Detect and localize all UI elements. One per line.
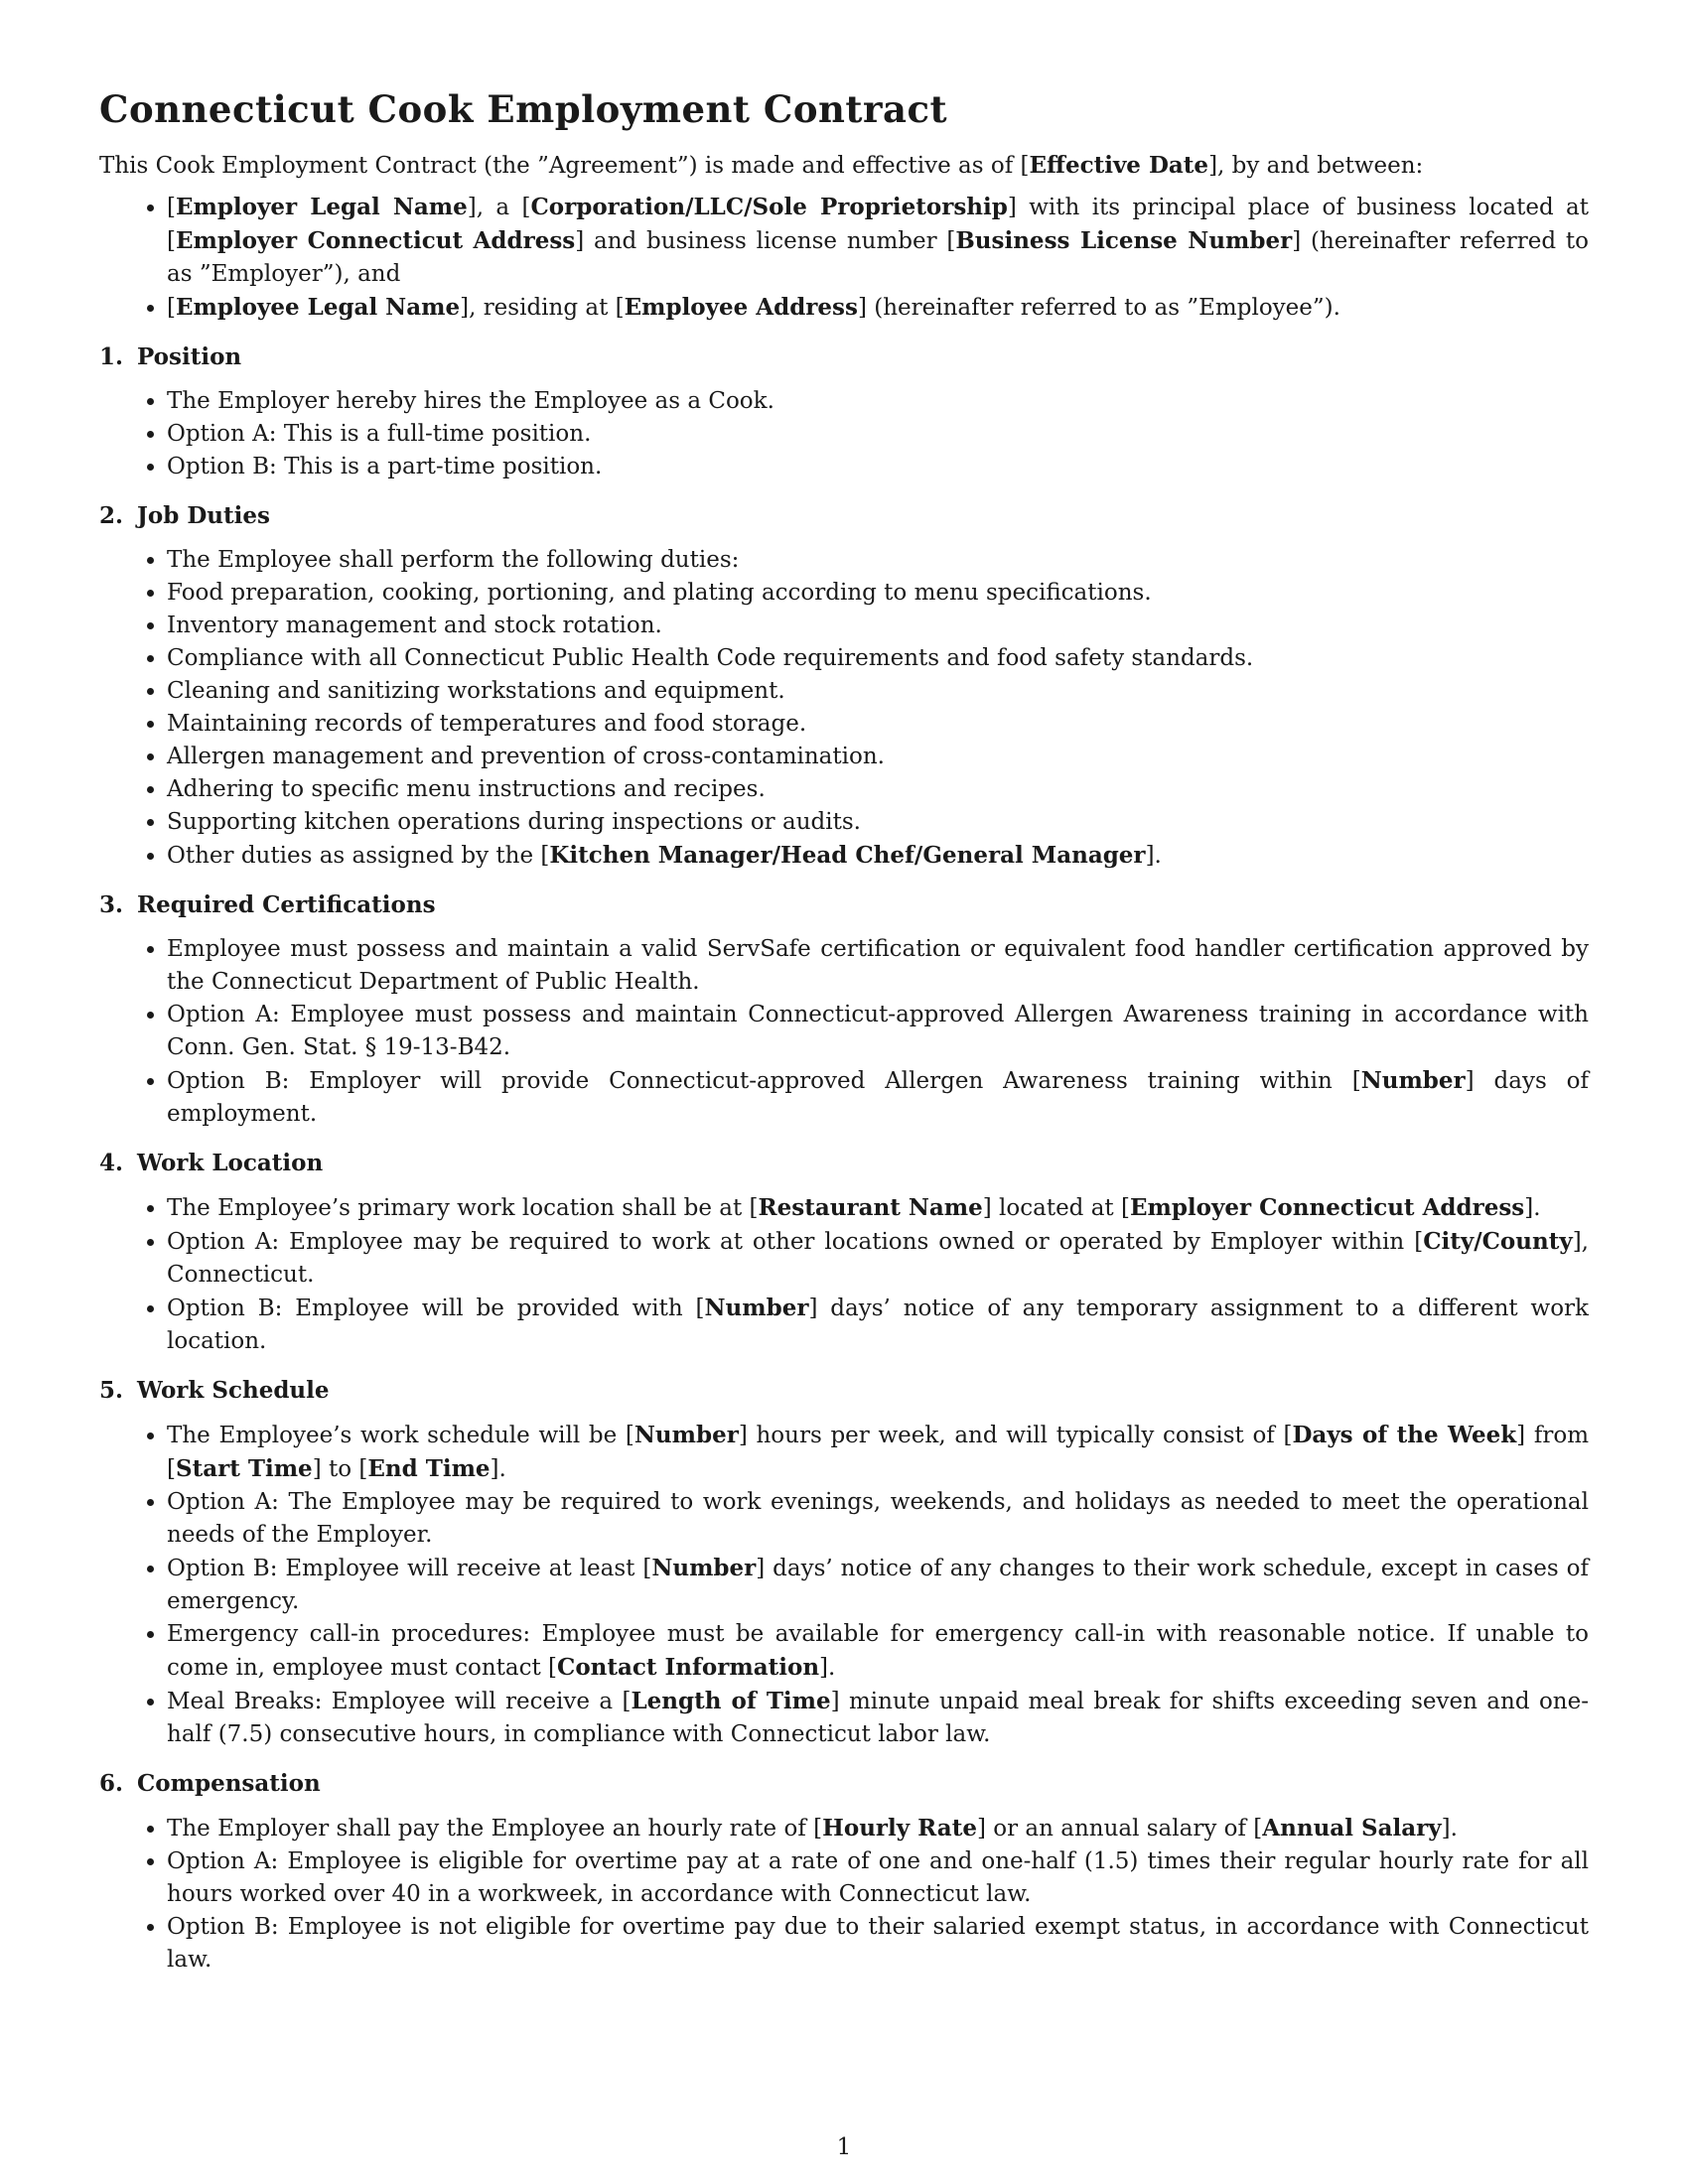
- list-item: • Option B: This is a part-time position.: [167, 451, 1589, 483]
- item-text: ] or an annual salary of [: [976, 1816, 1263, 1842]
- document-title: Connecticut Cook Employment Contract: [99, 87, 948, 131]
- party-text: ] (hereinafter referred to as ”Employer”), and: [167, 228, 1589, 287]
- item-text: Option B: Employee will be provided with [: [167, 1296, 705, 1321]
- item-text: ].: [1524, 1195, 1541, 1221]
- placeholder-number: Number: [1360, 1067, 1466, 1094]
- item-text: The Employer shall pay the Employee an hourly rate of [: [167, 1816, 823, 1842]
- section-list: [99, 544, 1589, 873]
- section-list: [99, 1191, 1589, 1358]
- section-heading: [99, 499, 1589, 532]
- list-item: • Option B: Employee is not eligible for overtime pay due to their salaried exempt status, in accordance with Connecticut law.: [167, 1911, 1589, 1977]
- page-number: 1: [836, 2134, 852, 2160]
- placeholder-employer-address: Employer Connecticut Address: [1129, 1194, 1525, 1221]
- section-heading: [99, 341, 1589, 373]
- list-item: • Option A: Employee is eligible for overtime pay at a rate of one and one-half (1.5) times their regular hourly rate for all hours worked over 40 in a workweek, in accordance with Connecticut law.: [167, 1845, 1589, 1911]
- document-page: [99, 87, 1589, 1977]
- placeholder-employee-address: Employee Address: [624, 294, 858, 321]
- section-number: 2.: [99, 502, 124, 529]
- section-heading: [99, 888, 1589, 921]
- section-work-schedule: [99, 1374, 1589, 1751]
- item-text: ] to [: [312, 1456, 368, 1482]
- item-text: ].: [490, 1456, 506, 1482]
- intro-text: This Cook Employment Contract (the ”Agreement”) is made and effective as of [: [99, 153, 1030, 179]
- section-heading: [99, 1767, 1589, 1800]
- party-text: ] and business license number [: [575, 228, 956, 254]
- list-item: [167, 1292, 1589, 1358]
- item-text: ] hours per week, and will typically consist of [: [738, 1423, 1293, 1448]
- placeholder-start-time: Start Time: [175, 1455, 313, 1482]
- section-heading: [99, 1147, 1589, 1179]
- list-item: [167, 1419, 1589, 1486]
- party-text: ] with its principal place of business located at [: [167, 195, 1590, 254]
- placeholder-days-of-week: Days of the Week: [1292, 1422, 1517, 1448]
- placeholder-end-time: End Time: [367, 1455, 491, 1482]
- item-text: ] days’ notice of any temporary assignment to a different work location.: [167, 1296, 1589, 1354]
- list-item: [167, 1191, 1589, 1225]
- item-text: Other duties as assigned by the [: [167, 843, 550, 869]
- party-text: [: [167, 295, 176, 321]
- item-text: The Employee’s work schedule will be [: [167, 1423, 634, 1448]
- section-compensation: [99, 1767, 1589, 1977]
- placeholder-restaurant-name: Restaurant Name: [758, 1194, 983, 1221]
- item-text: The Employee’s primary work location shall be at [: [167, 1195, 759, 1221]
- placeholder-contact-information: Contact Information: [557, 1654, 820, 1681]
- section-title: Position: [137, 343, 242, 370]
- item-text: ] days of employment.: [167, 1068, 1589, 1127]
- section-position: [99, 341, 1589, 483]
- list-item: • Compliance with all Connecticut Public Health Code requirements and food safety standards.: [167, 642, 1589, 675]
- item-text: Option B: Employee will receive at least [: [167, 1556, 652, 1581]
- section-list: [99, 1812, 1589, 1977]
- placeholder-employer-legal-name: Employer Legal Name: [175, 194, 468, 220]
- list-item: • Option A: Employee must possess and maintain Connecticut-approved Allergen Awareness training in accordance with Conn. Gen. Stat. § 19-13-B42.: [167, 999, 1589, 1064]
- list-item: [167, 1618, 1589, 1685]
- item-text: Option A: Employee may be required to work at other locations owned or operated by Employer within [: [167, 1229, 1424, 1255]
- party-employer: [167, 191, 1589, 291]
- placeholder-hourly-rate: Hourly Rate: [822, 1815, 977, 1842]
- section-heading: [99, 1374, 1589, 1407]
- section-job-duties: [99, 499, 1589, 873]
- list-item: • Allergen management and prevention of cross-contamination.: [167, 741, 1589, 773]
- party-text: ], a [: [467, 195, 531, 220]
- list-item: • The Employee shall perform the following duties:: [167, 544, 1589, 577]
- placeholder-effective-date: Effective Date: [1029, 152, 1209, 179]
- party-employee: [167, 291, 1589, 325]
- placeholder-supervisor: Kitchen Manager/Head Chef/General Manager: [549, 842, 1146, 869]
- section-title: Compensation: [137, 1770, 321, 1797]
- intro-text: ], by and between:: [1208, 153, 1424, 179]
- list-item: • Employee must possess and maintain a valid ServSafe certification or equivalent food handler certification approved by the Connecticut Department of Public Health.: [167, 933, 1589, 999]
- item-text: ] located at [: [982, 1195, 1130, 1221]
- placeholder-length-of-time: Length of Time: [631, 1688, 831, 1714]
- item-text: ] minute unpaid meal break for shifts exceeding seven and one-half (7.5) consecutive hours, in compliance with Connecticut labor law.: [167, 1689, 1589, 1747]
- section-number: 5.: [99, 1377, 124, 1404]
- list-item: [167, 839, 1589, 873]
- item-text: ], Connecticut.: [167, 1229, 1589, 1288]
- item-text: Emergency call-in procedures: Employee must be available for emergency call-in with reasonable notice. If unable to come in, employee must contact [: [167, 1621, 1589, 1681]
- section-list: [99, 1419, 1589, 1751]
- section-certifications: [99, 888, 1589, 1131]
- item-text: ].: [1145, 843, 1162, 869]
- placeholder-annual-salary: Annual Salary: [1262, 1815, 1442, 1842]
- item-text: ].: [1441, 1816, 1458, 1842]
- placeholder-number: Number: [633, 1422, 739, 1448]
- list-item: • Adhering to specific menu instructions and recipes.: [167, 773, 1589, 806]
- section-list: [99, 385, 1589, 483]
- section-title: Work Location: [137, 1150, 324, 1176]
- list-item: • Maintaining records of temperatures and food storage.: [167, 708, 1589, 741]
- party-text: [: [167, 195, 176, 220]
- party-text: ] (hereinafter referred to as ”Employee”).: [857, 295, 1340, 321]
- list-item: • Inventory management and stock rotation.: [167, 610, 1589, 642]
- list-item: • The Employer hereby hires the Employee as a Cook.: [167, 385, 1589, 418]
- list-item: [167, 1552, 1589, 1618]
- section-number: 1.: [99, 343, 124, 370]
- section-title: Required Certifications: [137, 891, 436, 918]
- section-list: [99, 933, 1589, 1131]
- section-number: 6.: [99, 1770, 124, 1797]
- list-item: [167, 1812, 1589, 1845]
- placeholder-business-license: Business License Number: [955, 227, 1293, 254]
- section-title: Job Duties: [137, 502, 270, 529]
- parties-list: [99, 191, 1589, 325]
- intro-paragraph: [99, 149, 1589, 183]
- list-item: [167, 1064, 1589, 1131]
- placeholder-employee-legal-name: Employee Legal Name: [175, 294, 461, 321]
- section-title: Work Schedule: [137, 1377, 330, 1404]
- section-work-location: [99, 1147, 1589, 1358]
- placeholder-employer-address: Employer Connecticut Address: [175, 227, 576, 254]
- list-item: • Supporting kitchen operations during inspections or audits.: [167, 806, 1589, 839]
- list-item: • Cleaning and sanitizing workstations and equipment.: [167, 675, 1589, 708]
- placeholder-number: Number: [651, 1555, 757, 1581]
- item-text: Meal Breaks: Employee will receive a [: [167, 1689, 632, 1714]
- section-number: 4.: [99, 1150, 124, 1176]
- item-text: Option B: Employer will provide Connecticut-approved Allergen Awareness training within [: [167, 1068, 1361, 1094]
- placeholder-number: Number: [704, 1295, 809, 1321]
- list-item: • Food preparation, cooking, portioning, and plating according to menu specifications.: [167, 577, 1589, 610]
- list-item: [167, 1225, 1589, 1292]
- placeholder-entity-type: Corporation/LLC/Sole Proprietorship: [530, 194, 1008, 220]
- section-number: 3.: [99, 891, 124, 918]
- list-item: • Option A: The Employee may be required to work evenings, weekends, and holidays as needed to meet the operational needs of the Employer.: [167, 1486, 1589, 1552]
- party-text: ], residing at [: [460, 295, 625, 321]
- list-item: [167, 1685, 1589, 1751]
- item-text: ].: [819, 1655, 836, 1681]
- list-item: • Option A: This is a full-time position.: [167, 418, 1589, 451]
- placeholder-city-county: City/County: [1423, 1228, 1573, 1255]
- item-text: ] from [: [167, 1423, 1589, 1482]
- item-text: ] days’ notice of any changes to their work schedule, except in cases of emergency.: [167, 1556, 1589, 1614]
